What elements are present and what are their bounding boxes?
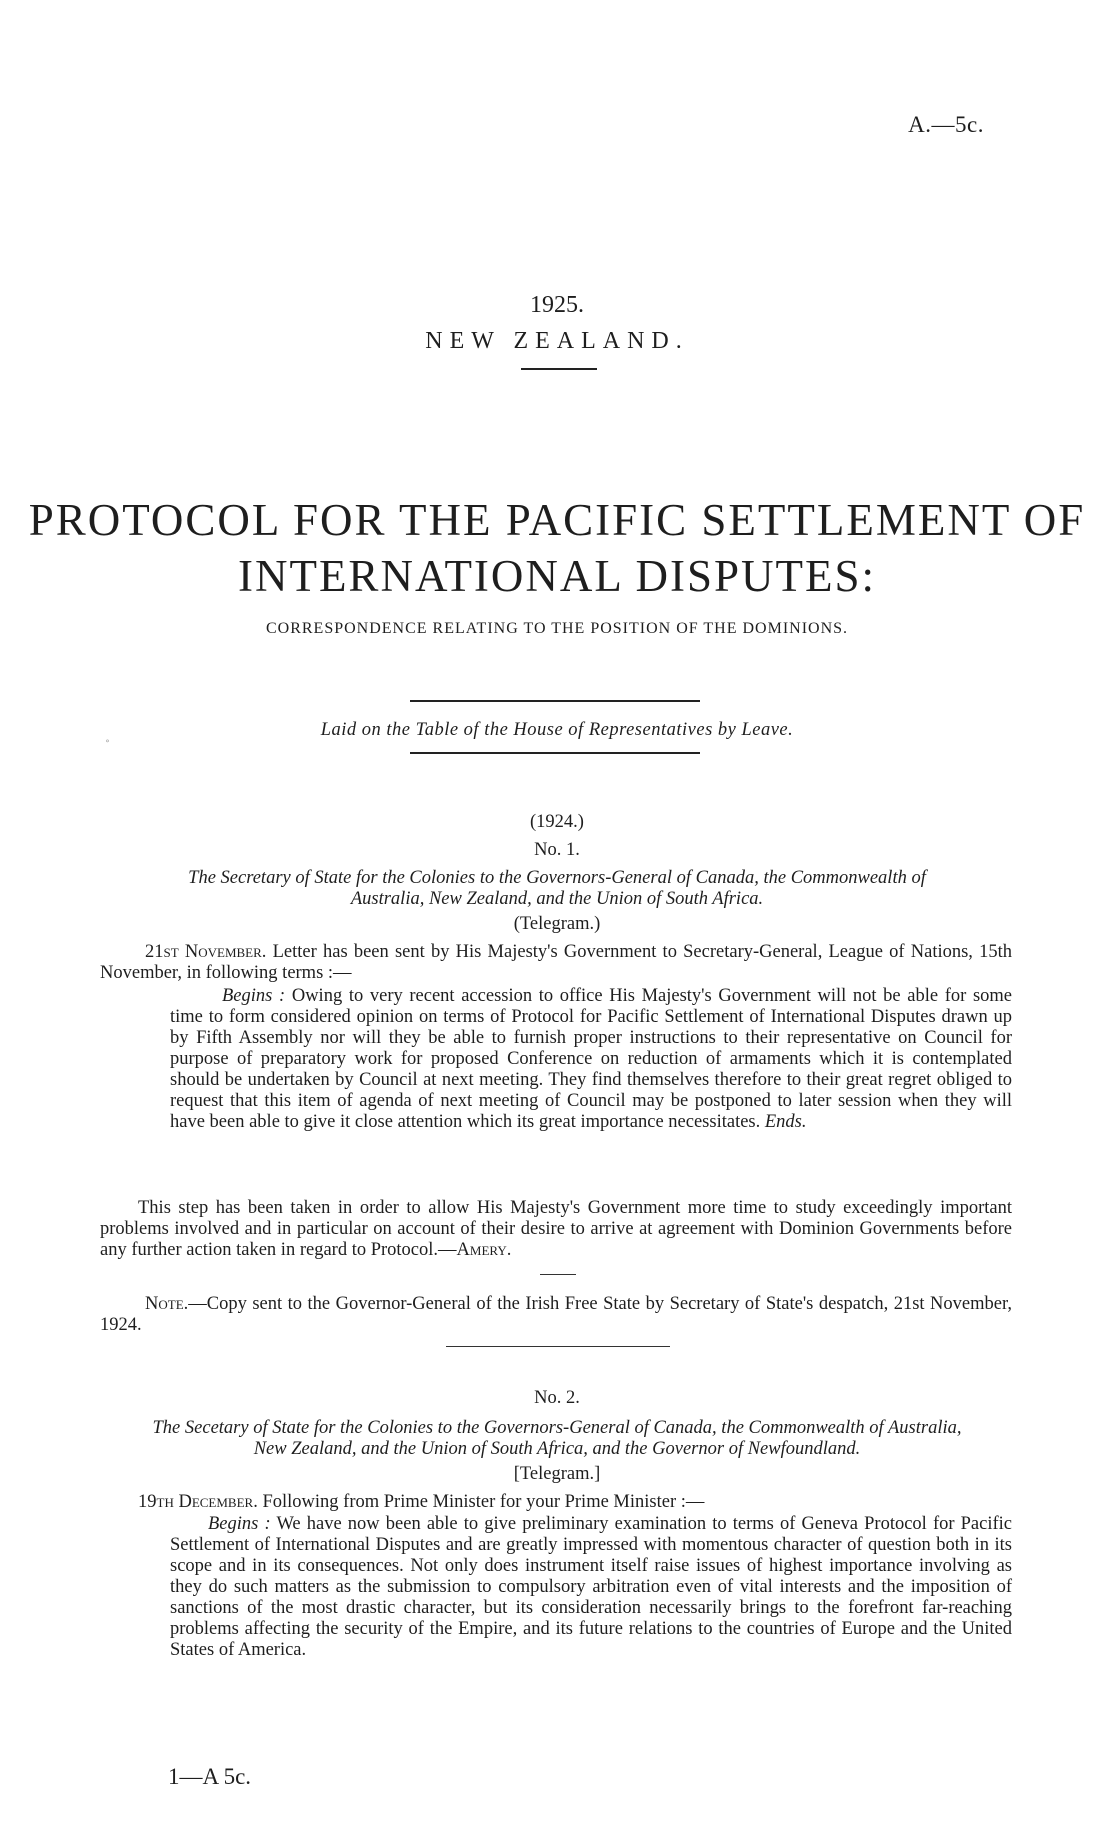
section1-addressee: [100, 868, 1014, 910]
document-subtitle: CORRESPONDENCE RELATING TO THE POSITION OF THE DOMINIONS.: [265, 620, 849, 637]
section1-addressee-line1: The Secretary of State for the Colonies to the Governors-General of Canada, the Commonwealth of: [188, 868, 926, 888]
section1-date: 21st November.: [145, 942, 267, 962]
title-line-1: PROTOCOL FOR THE PACIFIC SETTLEMENT OF: [28, 495, 1086, 545]
country-heading: NEW ZEALAND.: [425, 328, 689, 354]
section1-short-divider: [540, 1274, 576, 1275]
title-line-2: INTERNATIONAL DISPUTES:: [237, 551, 877, 602]
section1-note-label: Note.: [145, 1294, 189, 1314]
section2-medium: [Telegram.]: [513, 1464, 601, 1484]
section1-note-text: —Copy sent to the Governor-General of the Irish Free State by Secretary of State's despatch, 21st November, 1924.: [100, 1294, 1012, 1335]
section1-intro: Letter has been sent by His Majesty's Government to Secretary-General, League of Nations, 15th November, in following terms :—: [100, 942, 1013, 983]
scan-speck: ∘: [105, 736, 110, 747]
masthead-divider: [521, 368, 597, 370]
page-footer-reference: 1—A 5c.: [168, 1764, 252, 1789]
section1-closing-text: This step has been taken in order to allow His Majesty's Government more time to study exceedingly important problems involved and in particular on account of their desire to arrive at agreement with Dominion Governments before any further action taken in regard to Protocol.—: [100, 1198, 1012, 1260]
document-title: [0, 492, 1114, 605]
section2-quote-text: We have now been able to give preliminary examination to terms of Geneva Protocol for Pacific Settlement of International Disputes and are greatly impressed with momentous character of question both in its scope and in its consequences. Not only does instrument itself raise issues of highest importance involving as they do such matters as the submission to compulsory arbitration even of vital interests and the imposition of sanctions of the most drastic character, but its consideration necessarily brings to the forefront far-reaching problems affecting the security of the Empire, and its future relations to the countries of Europe and the United States of America.: [170, 1514, 1012, 1660]
document-reference: A.—5c.: [908, 112, 984, 137]
section1-signature: Amery.: [456, 1240, 512, 1260]
section2-begins-label: Begins :: [208, 1514, 271, 1534]
section1-number: No. 1.: [534, 840, 580, 860]
laid-on-table-note: Laid on the Table of the House of Representatives by Leave.: [320, 720, 794, 740]
section1-intro-paragraph: [100, 942, 1012, 984]
section2-addressee-line2: New Zealand, and the Union of South Africa, and the Governor of Newfoundland.: [253, 1439, 861, 1459]
publication-year: 1925.: [530, 292, 584, 318]
section2-addressee: [100, 1418, 1014, 1460]
section1-medium: (Telegram.): [513, 914, 601, 934]
section1-quote-text: Owing to very recent accession to office His Majesty's Government will not be able for some time to form considered opinion on terms of Protocol for Pacific Settlement of International Disputes drawn up by Fifth Assembly nor will they be able to furnish proper instructions to their representative on Council for purpose of preparatory work for proposed Conference on reduction of armaments which it is contemplated should be undertaken by Council at next meeting. They find themselves therefore to their great regret obliged to request that this item of agenda of next meeting of Council may be postponed to later session when they will have been able to give it close attention which its great importance necessitates.: [170, 986, 1013, 1132]
section1-note: [100, 1294, 1012, 1336]
section-divider: [446, 1346, 670, 1347]
section2-intro: Following from Prime Minister for your Prime Minister :—: [262, 1492, 705, 1512]
section1-year: (1924.): [530, 812, 584, 832]
section1-ends-label: Ends.: [764, 1112, 807, 1132]
section1-begins-label: Begins :: [222, 986, 286, 1006]
section2-intro-paragraph: [138, 1492, 1012, 1513]
section1-addressee-line2: Australia, New Zealand, and the Union of South Africa.: [350, 889, 764, 909]
laid-rule-bottom: [410, 752, 700, 754]
section2-date: 19th December.: [138, 1492, 258, 1512]
section1-quote: [170, 986, 1012, 1133]
section2-number: No. 2.: [534, 1388, 580, 1408]
laid-rule-top: [410, 700, 700, 702]
section2-quote: [170, 1514, 1012, 1661]
section2-addressee-line1: The Secetary of State for the Colonies to the Governors-General of Canada, the Commonwealth of Australia,: [152, 1418, 962, 1438]
section1-closing: [100, 1198, 1012, 1261]
